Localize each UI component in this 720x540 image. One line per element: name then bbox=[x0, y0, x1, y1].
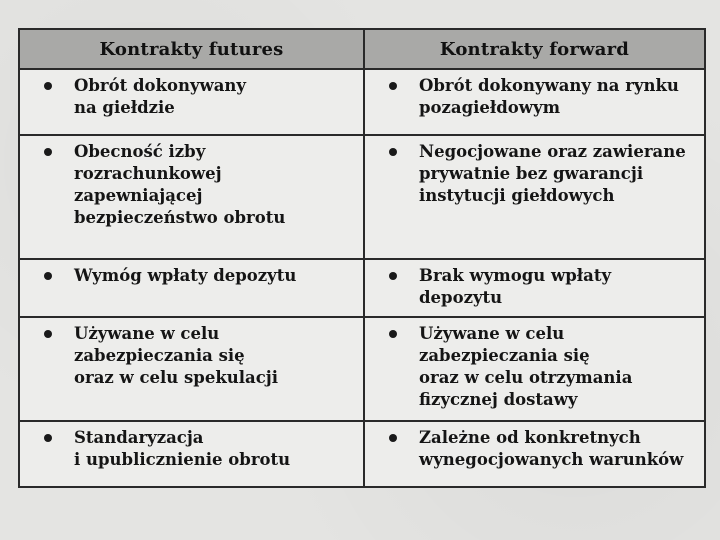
bullet-icon bbox=[44, 148, 52, 156]
bullet-icon bbox=[389, 330, 397, 338]
futures-text: Obecność izby rozrachunkowej zapewniającej bezpieczeństwo obrotu bbox=[74, 142, 286, 227]
futures-cell bbox=[19, 421, 364, 487]
futures-cell bbox=[19, 317, 364, 421]
futures-cell bbox=[19, 259, 364, 317]
futures-text: Używane w celu zabezpieczania się oraz w celu spekulacji bbox=[74, 324, 279, 387]
futures-text: Obrót dokonywany na giełdzie bbox=[74, 76, 247, 117]
bullet-icon bbox=[389, 148, 397, 156]
forward-text: Zależne od konkretnych wynegocjowanych warunków bbox=[419, 428, 684, 469]
bullet-icon bbox=[389, 272, 397, 280]
table-row bbox=[19, 421, 705, 487]
bullet-icon bbox=[389, 82, 397, 90]
futures-cell bbox=[19, 69, 364, 135]
table-row bbox=[19, 69, 705, 135]
forward-cell bbox=[364, 259, 705, 317]
forward-text: Brak wymogu wpłaty depozytu bbox=[419, 266, 612, 307]
header-forward: Kontrakty forward bbox=[364, 29, 705, 69]
forward-text: Używane w celu zabezpieczania się oraz w celu otrzymania fizycznej dostawy bbox=[419, 324, 633, 409]
forward-cell bbox=[364, 421, 705, 487]
bullet-icon bbox=[44, 82, 52, 90]
futures-cell bbox=[19, 135, 364, 259]
table-row bbox=[19, 317, 705, 421]
forward-cell bbox=[364, 69, 705, 135]
table-row bbox=[19, 135, 705, 259]
forward-text: Negocjowane oraz zawierane prywatnie bez gwarancji instytucji giełdowych bbox=[419, 142, 686, 205]
bullet-icon bbox=[44, 434, 52, 442]
header-futures: Kontrakty futures bbox=[19, 29, 364, 69]
bullet-icon bbox=[44, 272, 52, 280]
header-row bbox=[19, 29, 705, 69]
forward-text: Obrót dokonywany na rynku pozagiełdowym bbox=[419, 76, 679, 117]
comparison-table bbox=[18, 28, 706, 488]
forward-cell bbox=[364, 317, 705, 421]
futures-text: Standaryzacja i upublicznienie obrotu bbox=[74, 428, 291, 469]
bullet-icon bbox=[389, 434, 397, 442]
table-row bbox=[19, 259, 705, 317]
forward-cell bbox=[364, 135, 705, 259]
bullet-icon bbox=[44, 330, 52, 338]
futures-text: Wymóg wpłaty depozytu bbox=[74, 266, 297, 285]
